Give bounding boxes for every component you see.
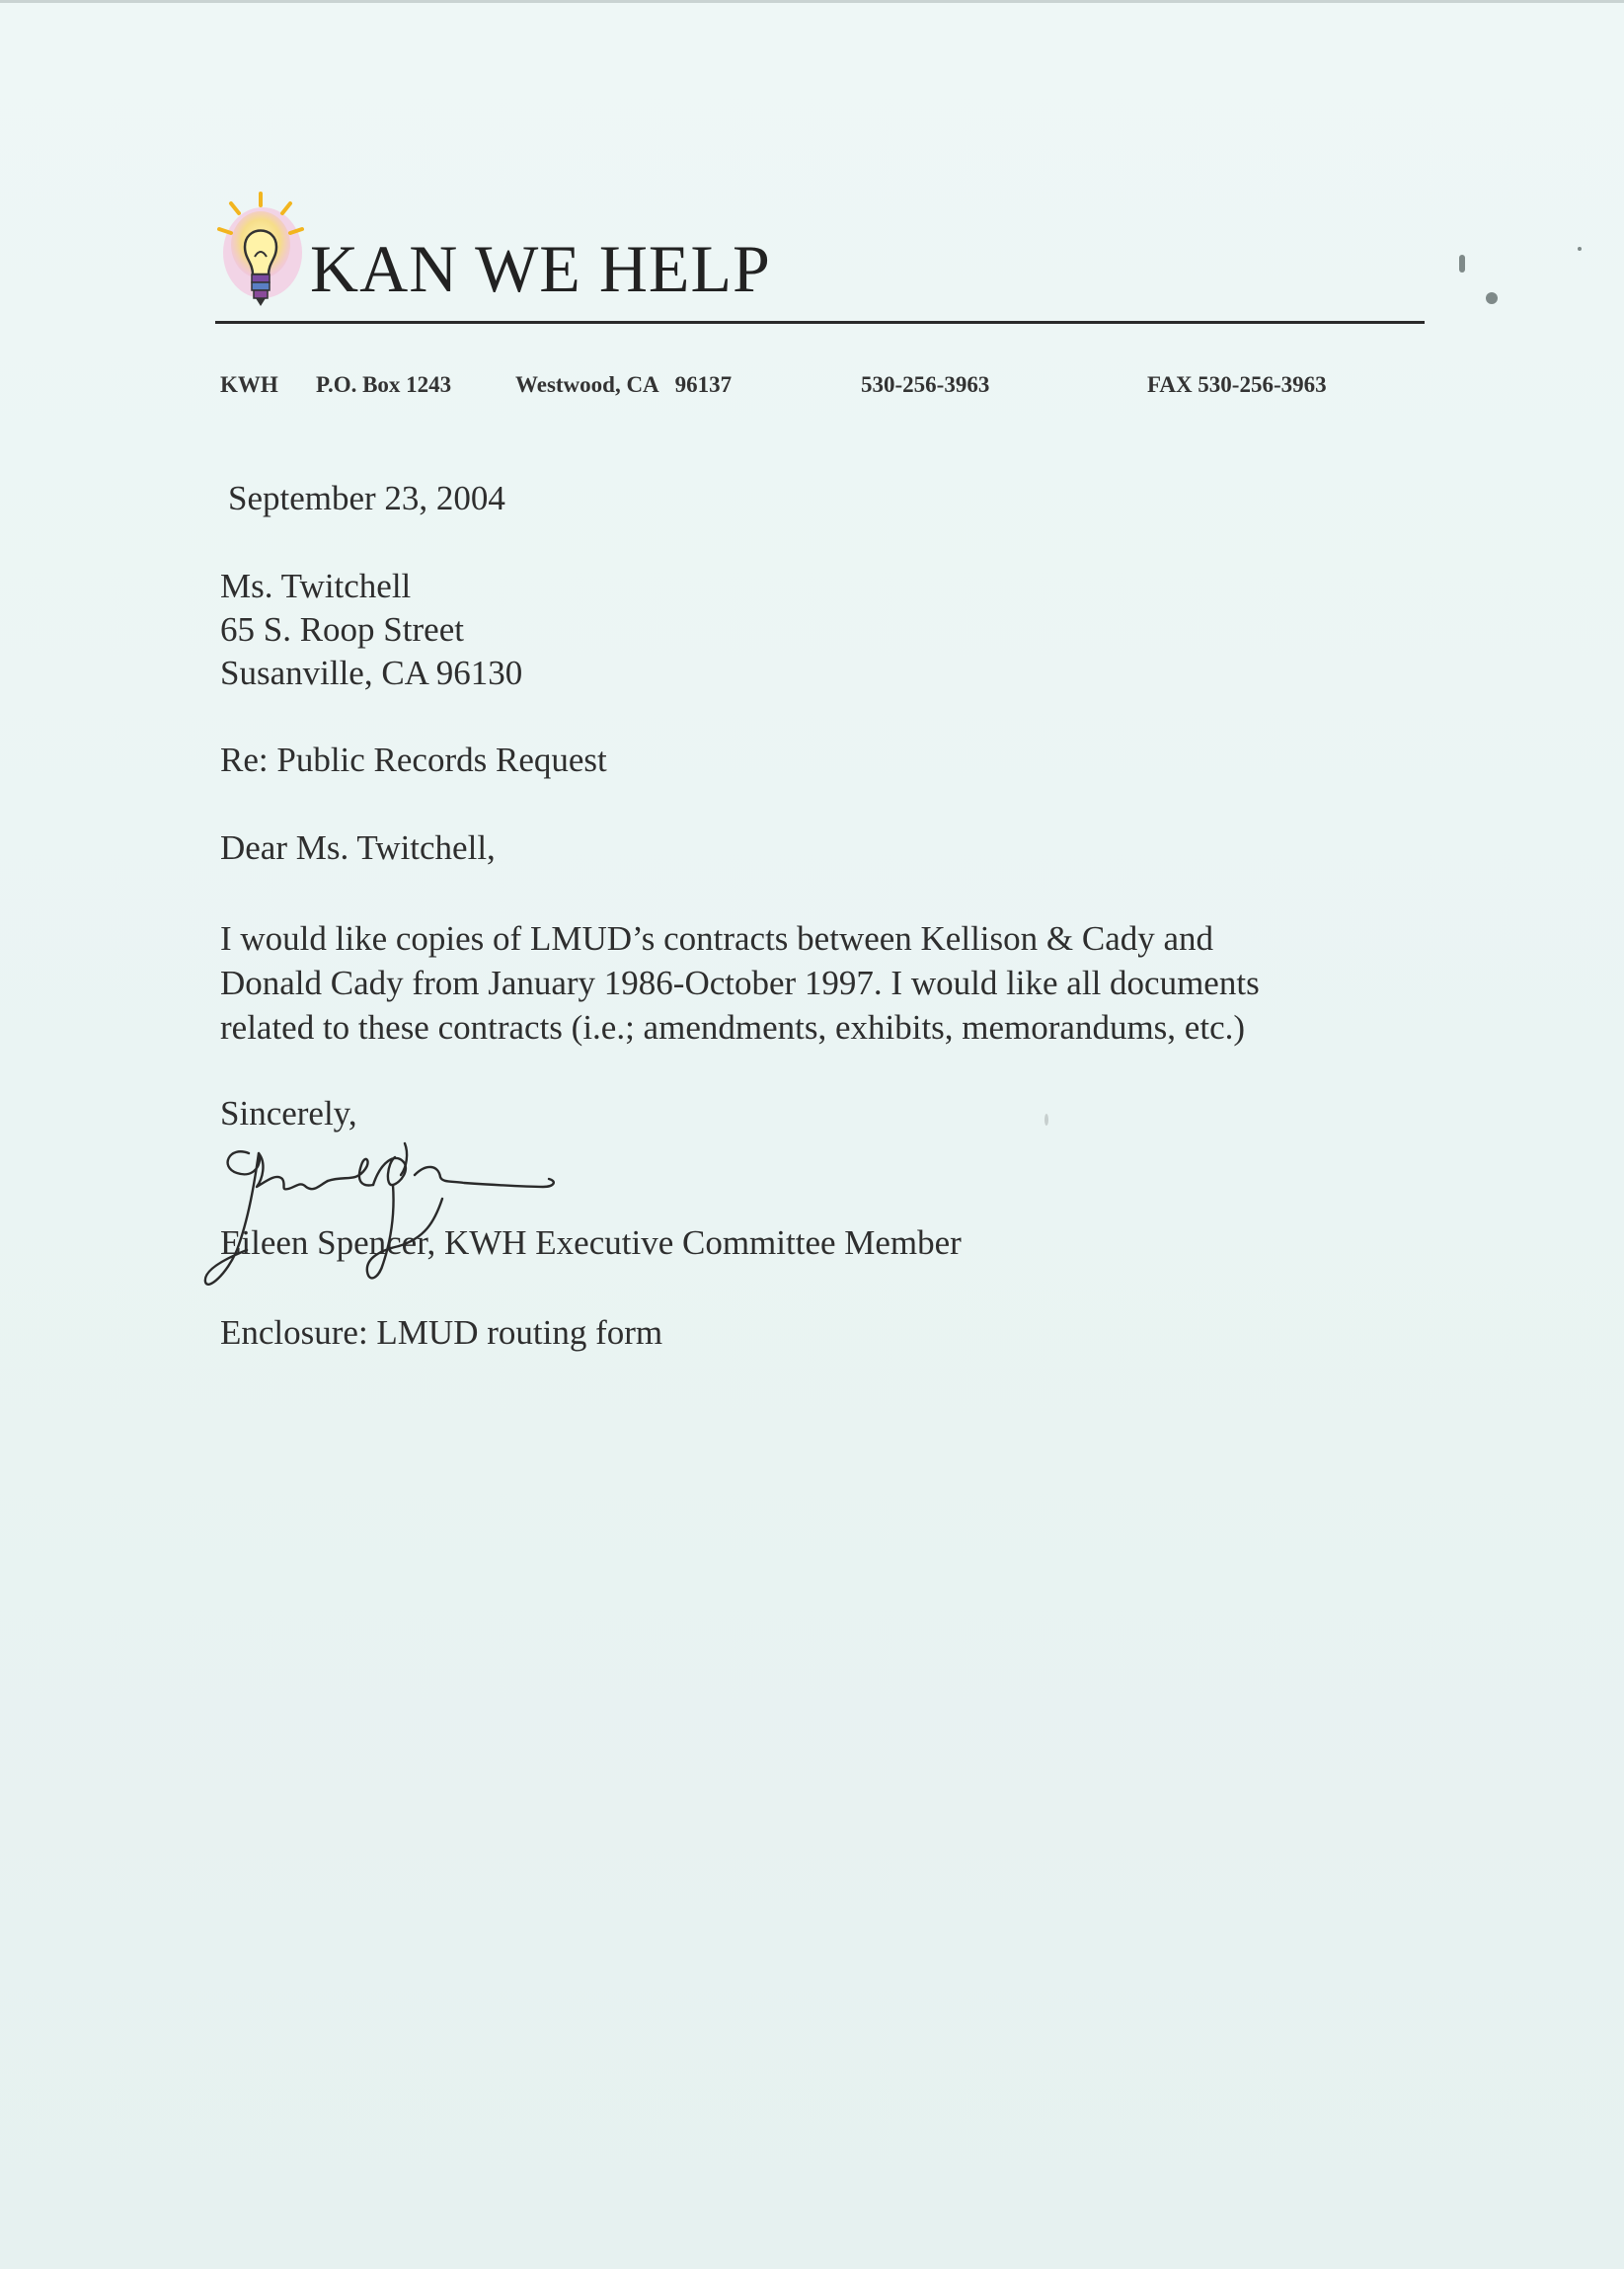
po-box: P.O. Box 1243 <box>316 372 452 397</box>
recipient-city: Susanville, CA 96130 <box>220 654 523 692</box>
body-line: Donald Cady from January 1986-October 1997. I would like all documents <box>220 964 1260 1002</box>
letter-date: September 23, 2004 <box>228 479 505 517</box>
body-line: I would like copies of LMUD’s contracts between Kellison & Cady and <box>220 919 1214 958</box>
letterhead-divider <box>215 321 1425 324</box>
org-abbreviation: KWH <box>220 372 278 397</box>
scan-speck <box>1486 292 1498 304</box>
city-state-zip: Westwood, CA 96137 <box>515 372 733 397</box>
closing: Sincerely, <box>220 1094 357 1133</box>
phone-number: 530-256-3963 <box>861 372 990 397</box>
signer-line: Eileen Spencer, KWH Executive Committee Member <box>220 1223 962 1262</box>
scan-speck <box>1578 247 1582 251</box>
letter-body <box>220 916 1260 1050</box>
lightbulb-icon <box>209 190 312 314</box>
salutation: Dear Ms. Twitchell, <box>220 828 496 867</box>
scan-speck <box>1459 255 1465 273</box>
fax-number: FAX 530-256-3963 <box>1147 372 1327 397</box>
recipient-name: Ms. Twitchell <box>220 567 412 605</box>
enclosure-line: Enclosure: LMUD routing form <box>220 1313 663 1352</box>
organization-name: KAN WE HELP <box>310 231 771 306</box>
subject-line: Re: Public Records Request <box>220 741 607 779</box>
recipient-street: 65 S. Roop Street <box>220 610 464 649</box>
scan-speck <box>1044 1114 1048 1126</box>
body-line: related to these contracts (i.e.; amendments, exhibits, memorandums, etc.) <box>220 1008 1246 1047</box>
scan-edge <box>0 0 1624 3</box>
